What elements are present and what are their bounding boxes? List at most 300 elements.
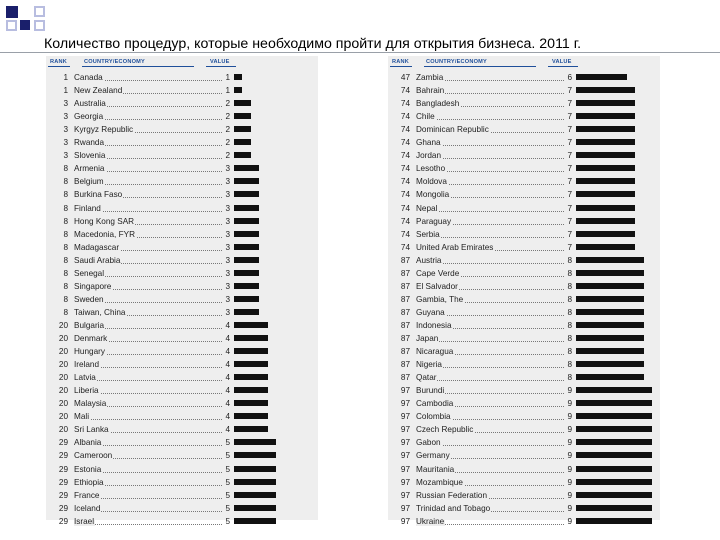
economy-label <box>416 502 564 515</box>
rank-label: 87 <box>400 334 410 343</box>
economy-name: Indonesia <box>416 320 452 330</box>
economy-label <box>74 267 222 280</box>
value-label: 7 <box>567 242 572 252</box>
value-bar <box>576 218 635 224</box>
economy-label <box>74 280 222 293</box>
value-bar <box>576 466 652 472</box>
rank-label: 74 <box>400 99 410 109</box>
value-bar <box>234 152 251 158</box>
value-label: 8 <box>567 307 572 317</box>
value-bar <box>234 361 268 367</box>
value-bar <box>234 426 268 432</box>
table-row <box>46 71 318 84</box>
table-row <box>388 397 660 410</box>
header-underline <box>82 66 194 67</box>
value-label: 9 <box>567 490 572 500</box>
value-label: 4 <box>225 373 230 383</box>
economy-label <box>416 188 564 201</box>
economy-label <box>416 384 564 397</box>
value-bar <box>576 87 635 93</box>
value-label: 7 <box>567 216 572 226</box>
value-label: 8 <box>567 360 572 370</box>
economy-name: Ethiopia <box>74 477 104 487</box>
economy-name: Japan <box>416 334 439 343</box>
economy-label <box>416 215 564 228</box>
value-bar <box>234 257 259 263</box>
economy-label <box>74 463 222 476</box>
economy-name: Ireland <box>74 360 100 370</box>
rank-label: 74 <box>400 190 410 200</box>
value-label: 5 <box>225 438 230 448</box>
value-bar <box>234 466 276 472</box>
economy-name: Belgium <box>74 177 104 187</box>
economy-label <box>416 423 564 436</box>
economy-name: Kyrgyz Republic <box>74 125 134 135</box>
rank-label: 8 <box>63 164 68 174</box>
rank-label: 97 <box>400 386 410 396</box>
economy-label <box>416 371 564 384</box>
rank-label: 20 <box>58 347 68 357</box>
rank-label: 87 <box>400 307 410 317</box>
rank-label: 97 <box>400 477 410 487</box>
value-bar <box>234 270 259 276</box>
table-row <box>388 228 660 241</box>
value-bar <box>576 452 652 458</box>
header-rank: RANK <box>50 59 67 65</box>
table-row <box>46 502 318 515</box>
value-label: 5 <box>225 451 230 461</box>
table-row <box>46 215 318 228</box>
page-title: Количество процедур, которые необходимо пройти для открытия бизнеса. 2011 г. <box>44 36 582 52</box>
table-row <box>388 449 660 462</box>
rank-label: 29 <box>58 516 68 526</box>
economy-label <box>416 436 564 449</box>
rank-label: 8 <box>63 281 68 291</box>
economy-label <box>74 332 222 345</box>
table-row <box>46 397 318 410</box>
economy-label <box>416 306 564 319</box>
economy-label <box>416 228 564 241</box>
value-bar <box>576 322 644 328</box>
table-row <box>388 254 660 267</box>
value-bar <box>234 283 259 289</box>
value-bar <box>234 479 276 485</box>
chart-panel-right <box>388 56 660 526</box>
rank-label: 74 <box>400 216 410 226</box>
table-row <box>388 489 660 502</box>
rank-label: 20 <box>58 425 68 435</box>
rank-label: 8 <box>63 177 68 187</box>
value-bar <box>234 165 259 171</box>
economy-name: Trinidad and Tobago <box>416 503 491 513</box>
value-bar <box>576 205 635 211</box>
value-label: 5 <box>225 503 230 513</box>
economy-name: Gambia, The <box>416 294 464 304</box>
rank-label: 97 <box>400 516 410 526</box>
economy-label <box>74 123 222 136</box>
rank-label: 8 <box>63 216 68 226</box>
value-bar <box>576 309 644 315</box>
table-row <box>388 267 660 280</box>
rank-label: 3 <box>63 99 68 109</box>
rank-label: 87 <box>400 360 410 370</box>
value-label: 7 <box>567 86 572 96</box>
value-bar <box>234 126 251 132</box>
economy-name: Nepal <box>416 203 438 213</box>
economy-name: Lesotho <box>416 164 446 174</box>
value-label: 9 <box>567 516 572 526</box>
value-label: 8 <box>567 373 572 383</box>
value-bar <box>234 218 259 224</box>
value-label: 4 <box>225 334 230 343</box>
rank-label: 29 <box>58 438 68 448</box>
chart-panel-left <box>46 56 318 526</box>
economy-name: Sweden <box>74 294 104 304</box>
value-label: 4 <box>225 386 230 396</box>
rank-label: 87 <box>400 281 410 291</box>
value-bar <box>234 113 251 119</box>
economy-label <box>416 136 564 149</box>
rank-label: 74 <box>400 242 410 252</box>
value-bar <box>576 361 644 367</box>
economy-label <box>416 293 564 306</box>
table-row <box>46 358 318 371</box>
value-label: 7 <box>567 138 572 148</box>
value-label: 9 <box>567 386 572 396</box>
economy-label <box>74 476 222 489</box>
table-row <box>46 254 318 267</box>
table-row <box>46 162 318 175</box>
economy-name: Cambodia <box>416 399 454 409</box>
value-bar <box>576 283 644 289</box>
value-bar <box>234 139 251 145</box>
value-label: 3 <box>225 164 230 174</box>
value-label: 5 <box>225 516 230 526</box>
economy-label <box>74 515 222 528</box>
economy-label <box>74 228 222 241</box>
economy-name: Germany <box>416 451 450 461</box>
value-label: 9 <box>567 438 572 448</box>
value-label: 8 <box>567 268 572 278</box>
rank-label: 8 <box>63 229 68 239</box>
economy-name: Cameroon <box>74 451 113 461</box>
economy-label <box>74 358 222 371</box>
table-row <box>388 515 660 528</box>
rank-label: 3 <box>63 138 68 148</box>
value-bar <box>576 348 644 354</box>
economy-name: Chile <box>416 112 435 122</box>
value-label: 3 <box>225 307 230 317</box>
table-row <box>388 110 660 123</box>
rank-label: 3 <box>63 112 68 122</box>
economy-name: Australia <box>74 99 106 109</box>
economy-label <box>74 436 222 449</box>
rank-label: 29 <box>58 490 68 500</box>
value-label: 1 <box>225 73 230 82</box>
economy-name: Hungary <box>74 347 105 357</box>
economy-label <box>74 175 222 188</box>
table-row <box>46 202 318 215</box>
rank-label: 97 <box>400 451 410 461</box>
value-label: 8 <box>567 294 572 304</box>
table-row <box>388 188 660 201</box>
economy-label <box>74 345 222 358</box>
economy-label <box>74 449 222 462</box>
decor-square-3 <box>34 6 45 17</box>
table-row <box>46 345 318 358</box>
economy-name: Czech Republic <box>416 425 474 435</box>
economy-name: Denmark <box>74 334 108 343</box>
economy-name: Sri Lanka <box>74 425 109 435</box>
value-bar <box>234 492 276 498</box>
economy-label <box>416 332 564 345</box>
economy-name: Ukraine <box>416 516 445 526</box>
rank-label: 97 <box>400 503 410 513</box>
table-row <box>388 476 660 489</box>
economy-label <box>74 254 222 267</box>
value-label: 3 <box>225 216 230 226</box>
rank-label: 29 <box>58 451 68 461</box>
economy-name: Israel <box>74 516 95 526</box>
value-bar <box>576 426 652 432</box>
table-row <box>46 449 318 462</box>
economy-name: Cape Verde <box>416 268 460 278</box>
table-row <box>46 332 318 345</box>
economy-name: Canada <box>74 73 103 82</box>
value-label: 3 <box>225 281 230 291</box>
rank-label: 97 <box>400 399 410 409</box>
economy-name: Austria <box>416 255 442 265</box>
economy-label <box>416 149 564 162</box>
header-underline <box>48 66 70 67</box>
economy-name: Paraguay <box>416 216 452 226</box>
economy-name: Taiwan, China <box>74 307 126 317</box>
rank-label: 8 <box>63 255 68 265</box>
economy-name: Hong Kong SAR <box>74 216 135 226</box>
rank-label: 20 <box>58 360 68 370</box>
table-row <box>388 71 660 84</box>
value-label: 6 <box>567 73 572 82</box>
economy-label <box>416 515 564 528</box>
value-label: 8 <box>567 320 572 330</box>
rank-label: 8 <box>63 190 68 200</box>
value-bar <box>576 126 635 132</box>
value-bar <box>576 479 652 485</box>
decor-square-4 <box>6 20 17 31</box>
rank-label: 20 <box>58 399 68 409</box>
value-bar <box>576 191 635 197</box>
value-label: 3 <box>225 177 230 187</box>
rank-label: 1 <box>63 86 68 96</box>
table-row <box>388 97 660 110</box>
table-row <box>388 423 660 436</box>
value-bar <box>576 139 635 145</box>
value-bar <box>576 492 652 498</box>
rank-label: 74 <box>400 151 410 161</box>
rank-label: 97 <box>400 438 410 448</box>
economy-name: United Arab Emirates <box>416 242 494 252</box>
value-bar <box>234 205 259 211</box>
value-bar <box>234 518 276 524</box>
rank-label: 8 <box>63 307 68 317</box>
economy-name: Jordan <box>416 151 442 161</box>
value-bar <box>576 413 652 419</box>
value-bar <box>234 191 259 197</box>
table-row <box>388 215 660 228</box>
value-bar <box>576 400 652 406</box>
economy-label <box>416 345 564 358</box>
economy-label <box>416 476 564 489</box>
value-label: 3 <box>225 294 230 304</box>
value-label: 3 <box>225 242 230 252</box>
economy-label <box>416 202 564 215</box>
economy-name: New Zealand <box>74 86 123 96</box>
economy-name: Nigeria <box>416 360 442 370</box>
header-rank: RANK <box>392 59 409 65</box>
economy-name: Latvia <box>74 373 96 383</box>
header-underline <box>424 66 536 67</box>
value-label: 5 <box>225 477 230 487</box>
header-value: VALUE <box>552 59 572 65</box>
table-row <box>46 97 318 110</box>
rank-label: 74 <box>400 125 410 135</box>
value-label: 8 <box>567 347 572 357</box>
value-bar <box>576 113 635 119</box>
value-label: 4 <box>225 399 230 409</box>
economy-label <box>74 149 222 162</box>
value-bar <box>576 257 644 263</box>
economy-name: Serbia <box>416 229 440 239</box>
economy-label <box>416 463 564 476</box>
economy-name: Ghana <box>416 138 441 148</box>
economy-name: Colombia <box>416 412 451 422</box>
economy-name: Madagascar <box>74 242 120 252</box>
value-bar <box>234 374 268 380</box>
decor-square-5 <box>34 20 45 31</box>
value-bar <box>576 231 635 237</box>
economy-label <box>416 397 564 410</box>
value-label: 5 <box>225 490 230 500</box>
table-row <box>388 162 660 175</box>
economy-name: Albania <box>74 438 102 448</box>
rank-label: 8 <box>63 268 68 278</box>
rank-label: 47 <box>400 73 410 82</box>
value-bar <box>234 505 276 511</box>
table-row <box>46 371 318 384</box>
title-divider <box>0 52 720 53</box>
rank-label: 20 <box>58 386 68 396</box>
table-row <box>46 384 318 397</box>
table-row <box>46 410 318 423</box>
rank-label: 29 <box>58 503 68 513</box>
rank-label: 20 <box>58 373 68 383</box>
header-economy: COUNTRY/ECONOMY <box>84 59 145 65</box>
economy-name: Saudi Arabia <box>74 255 121 265</box>
economy-label <box>416 97 564 110</box>
table-row <box>388 306 660 319</box>
economy-name: Dominican Republic <box>416 125 489 135</box>
rank-label: 20 <box>58 320 68 330</box>
economy-label <box>416 267 564 280</box>
header-underline <box>390 66 412 67</box>
table-row <box>46 267 318 280</box>
value-label: 9 <box>567 477 572 487</box>
rank-label: 3 <box>63 151 68 161</box>
economy-label <box>416 123 564 136</box>
economy-name: Malaysia <box>74 399 107 409</box>
value-label: 4 <box>225 347 230 357</box>
table-row <box>388 410 660 423</box>
economy-label <box>416 449 564 462</box>
economy-label <box>74 162 222 175</box>
table-row <box>46 123 318 136</box>
economy-label <box>74 410 222 423</box>
economy-label <box>74 293 222 306</box>
economy-name: Singapore <box>74 281 112 291</box>
economy-name: Rwanda <box>74 138 105 148</box>
economy-label <box>74 71 222 84</box>
economy-name: Bahrain <box>416 86 445 96</box>
economy-name: Bulgaria <box>74 320 105 330</box>
value-bar <box>576 100 635 106</box>
value-bar <box>234 387 268 393</box>
value-bar <box>234 178 259 184</box>
value-bar <box>234 244 259 250</box>
rank-label: 97 <box>400 412 410 422</box>
economy-label <box>74 136 222 149</box>
value-label: 9 <box>567 412 572 422</box>
rank-label: 1 <box>63 73 68 82</box>
economy-name: Mongolia <box>416 190 450 200</box>
economy-name: France <box>74 490 100 500</box>
value-bar <box>576 74 627 80</box>
economy-name: Georgia <box>74 112 104 122</box>
value-label: 3 <box>225 255 230 265</box>
value-bar <box>576 270 644 276</box>
rank-label: 8 <box>63 294 68 304</box>
rank-label: 97 <box>400 425 410 435</box>
economy-name: Estonia <box>74 464 102 474</box>
table-row <box>388 332 660 345</box>
value-bar <box>576 387 652 393</box>
value-label: 8 <box>567 334 572 343</box>
rank-label: 87 <box>400 347 410 357</box>
value-label: 9 <box>567 399 572 409</box>
rank-label: 8 <box>63 242 68 252</box>
economy-label <box>74 84 222 97</box>
rank-label: 87 <box>400 373 410 383</box>
economy-name: Mauritania <box>416 464 455 474</box>
table-row <box>46 84 318 97</box>
economy-name: Burundi <box>416 386 445 396</box>
header-underline <box>548 66 578 67</box>
economy-label <box>74 215 222 228</box>
economy-label <box>416 175 564 188</box>
economy-label <box>416 71 564 84</box>
value-bar <box>234 322 268 328</box>
value-label: 7 <box>567 177 572 187</box>
table-row <box>388 123 660 136</box>
value-label: 3 <box>225 203 230 213</box>
economy-name: Gabon <box>416 438 441 448</box>
value-bar <box>234 400 268 406</box>
value-bar <box>576 374 644 380</box>
value-label: 4 <box>225 412 230 422</box>
header-economy: COUNTRY/ECONOMY <box>426 59 487 65</box>
table-row <box>46 423 318 436</box>
rank-label: 29 <box>58 464 68 474</box>
value-label: 4 <box>225 425 230 435</box>
